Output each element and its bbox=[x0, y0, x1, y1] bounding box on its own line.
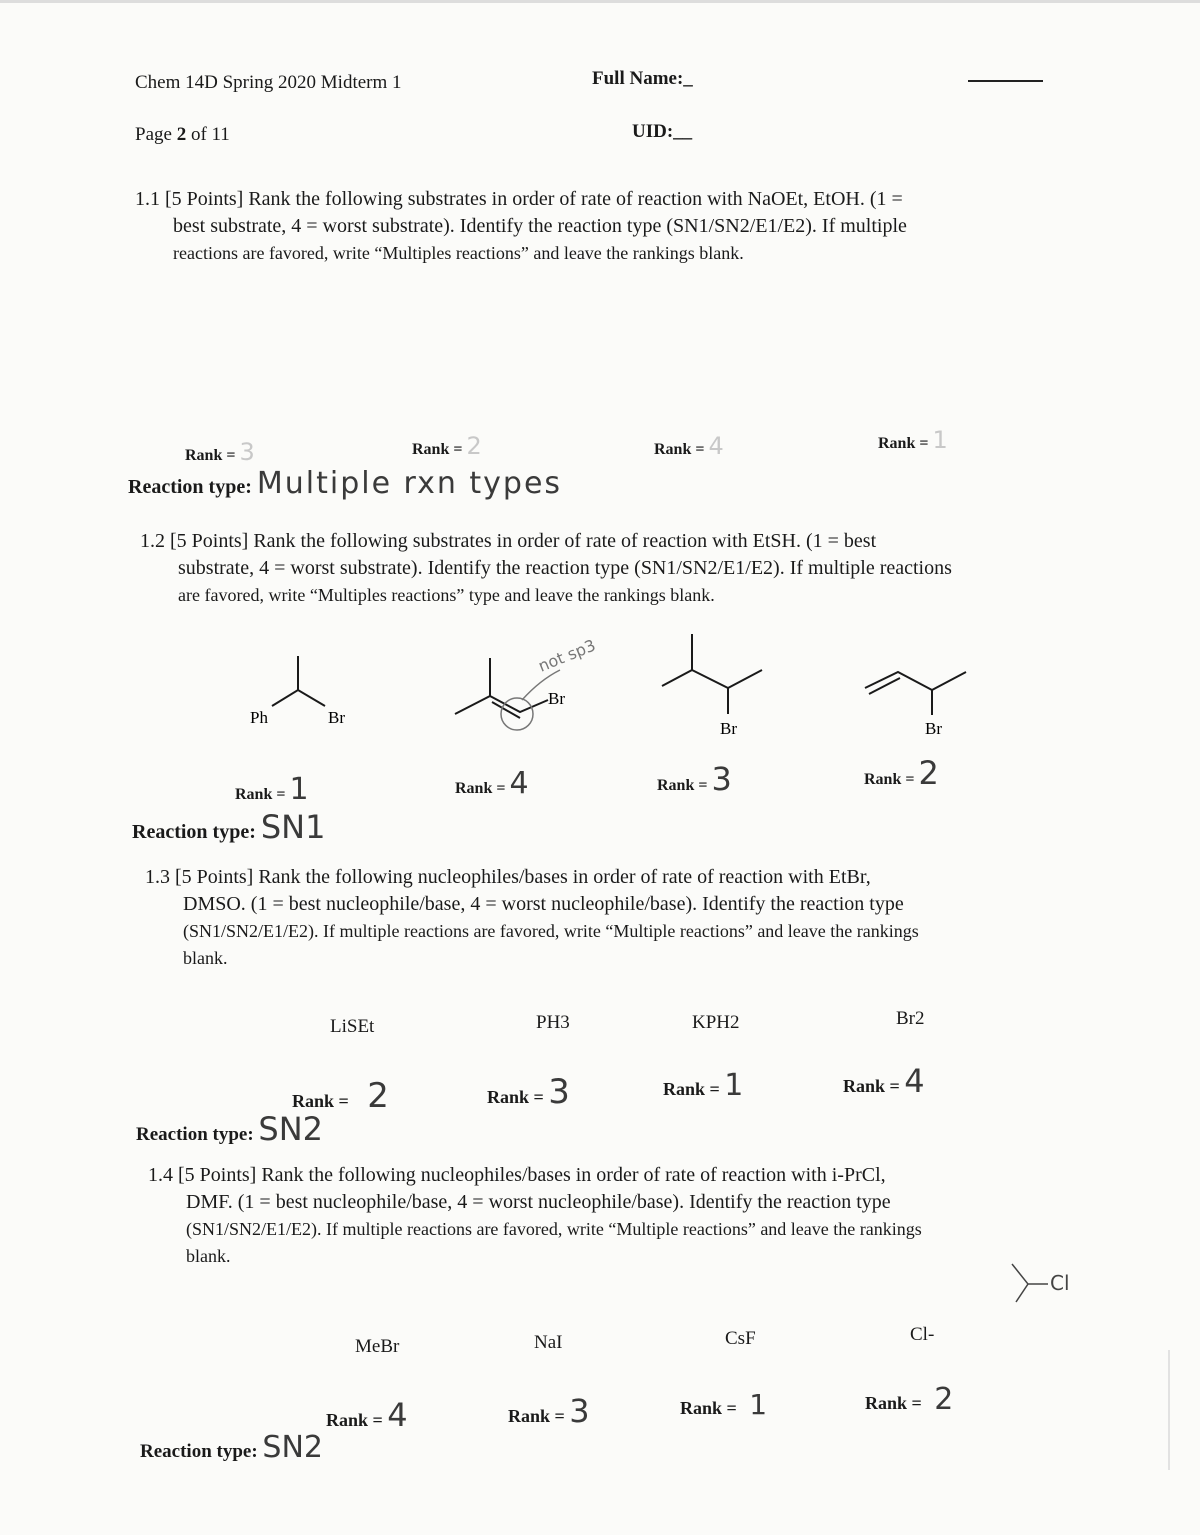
q2-annotation: not sp3 bbox=[535, 635, 599, 676]
scan-artifact-line bbox=[1168, 1350, 1170, 1470]
q1-line3: reactions are favored, write “Multiples reactions” and leave the rankings blank. bbox=[173, 243, 744, 263]
q2-structures bbox=[0, 620, 1200, 750]
page-label: Page bbox=[135, 124, 172, 145]
q4-line3: (SN1/SN2/E1/E2). If multiple reactions are favored, write “Multiple reactions” and leave the rankings bbox=[186, 1219, 922, 1239]
question-1-1 bbox=[135, 186, 1135, 267]
q4-line4: blank. bbox=[186, 1246, 231, 1266]
q4-rank-4 bbox=[865, 1382, 953, 1417]
q2-rank-label-4: Rank = bbox=[864, 771, 915, 788]
q4-reaction-answer: SN2 bbox=[262, 1430, 323, 1465]
q1-rank-1 bbox=[185, 438, 255, 466]
q1-rank-value-2: 2 bbox=[466, 432, 482, 460]
q2-line3: are favored, write “Multiples reactions” type and leave the rankings blank. bbox=[178, 585, 715, 605]
q4-reaction-label: Reaction type: bbox=[140, 1441, 258, 1462]
q2-mol2-bonds bbox=[455, 658, 548, 714]
q4-margin-sketch bbox=[1000, 1256, 1090, 1306]
q1-rank-value-1: 3 bbox=[239, 438, 255, 466]
q2-rank-label-1: Rank = bbox=[235, 786, 286, 803]
q3-reagent-2: PH3 bbox=[536, 1012, 570, 1033]
q3-rank-value-2: 3 bbox=[548, 1072, 570, 1112]
q1-rank-label-4: Rank = bbox=[878, 435, 929, 452]
q4-line1: [5 Points] Rank the following nucleophiles/bases in order of rate of reaction with i-PrCl, bbox=[178, 1164, 886, 1186]
course-title: Chem 14D Spring 2020 Midterm 1 bbox=[135, 72, 402, 93]
page-number bbox=[135, 124, 230, 146]
q2-rank-value-4: 2 bbox=[918, 754, 939, 792]
q3-rank-value-1: 2 bbox=[367, 1076, 389, 1116]
q1-rank-2 bbox=[412, 432, 482, 460]
q3-reaction-label: Reaction type: bbox=[136, 1124, 254, 1145]
q2-line2: substrate, 4 = worst substrate). Identify the reaction type (SN1/SN2/E1/E2). If multiple reactions bbox=[178, 557, 952, 579]
q2-atom-br-2: Br bbox=[548, 689, 565, 708]
q4-reagent-4: Cl- bbox=[910, 1324, 935, 1345]
q1-rank-4 bbox=[878, 426, 948, 454]
q4-rank-value-3: 1 bbox=[749, 1388, 768, 1421]
q1-rank-label-2: Rank = bbox=[412, 441, 463, 458]
q1-rank-label-1: Rank = bbox=[185, 447, 236, 464]
q4-sketch-label: Cl bbox=[1050, 1271, 1070, 1295]
q2-mol3-bonds bbox=[662, 634, 762, 714]
q3-line1: [5 Points] Rank the following nucleophiles/bases in order of rate of reaction with EtBr, bbox=[175, 866, 871, 888]
q4-reagent-1: MeBr bbox=[355, 1336, 400, 1357]
q2-mol1-bonds bbox=[272, 656, 325, 706]
q1-line2: best substrate, 4 = worst substrate). Identify the reaction type (SN1/SN2/E1/E2). If multiple bbox=[173, 215, 907, 237]
q3-line3: (SN1/SN2/E1/E2). If multiple reactions are favored, write “Multiple reactions” and leave the rankings bbox=[183, 921, 919, 941]
q1-reaction-label: Reaction type: bbox=[128, 476, 252, 498]
q3-rank-label-1: Rank = bbox=[292, 1091, 349, 1111]
q2-atom-ph: Ph bbox=[250, 708, 268, 727]
q3-rank-value-3: 1 bbox=[724, 1068, 744, 1103]
q2-rank-value-3: 3 bbox=[711, 760, 732, 798]
q3-reaction-type bbox=[136, 1110, 323, 1148]
scan-edge bbox=[0, 0, 1200, 3]
q2-rank-1 bbox=[235, 772, 309, 807]
q3-number: 1.3 bbox=[145, 866, 170, 888]
q2-reaction-type bbox=[132, 808, 325, 846]
q2-number: 1.2 bbox=[140, 530, 165, 552]
q4-rank-value-4: 2 bbox=[934, 1382, 954, 1417]
q2-rank-label-3: Rank = bbox=[657, 777, 708, 794]
q4-rank-value-2: 3 bbox=[569, 1392, 590, 1430]
q4-line2: DMF. (1 = best nucleophile/base, 4 = worst nucleophile/base). Identify the reaction type bbox=[186, 1191, 891, 1213]
q2-mol4-double bbox=[869, 678, 900, 694]
q3-line4: blank. bbox=[183, 948, 228, 968]
q4-reaction-type bbox=[140, 1430, 323, 1465]
q4-rank-label-1: Rank = bbox=[326, 1410, 383, 1430]
q1-rank-label-3: Rank = bbox=[654, 441, 705, 458]
q4-rank-label-2: Rank = bbox=[508, 1406, 565, 1426]
q4-reagent-3: CsF bbox=[725, 1328, 756, 1349]
q3-rank-3 bbox=[663, 1068, 743, 1103]
uid-label: UID:__ bbox=[632, 121, 693, 142]
q3-rank-4 bbox=[843, 1062, 925, 1100]
q1-structures bbox=[0, 280, 1200, 450]
q4-rank-2 bbox=[508, 1392, 590, 1430]
q4-rank-value-1: 4 bbox=[387, 1396, 408, 1434]
q1-line1: [5 Points] Rank the following substrates in order of rate of reaction with NaOEt, EtOH. (1 = bbox=[165, 188, 903, 210]
q1-reaction-type bbox=[128, 466, 562, 501]
q1-rank-3 bbox=[654, 432, 724, 460]
question-1-4 bbox=[148, 1162, 1158, 1270]
q1-rank-value-3: 4 bbox=[708, 432, 724, 460]
q4-rank-label-3: Rank = bbox=[680, 1398, 737, 1418]
q2-rank-2 bbox=[455, 766, 529, 801]
question-1-2 bbox=[140, 528, 1140, 609]
question-1-3 bbox=[145, 864, 1155, 972]
q4-number: 1.4 bbox=[148, 1164, 173, 1186]
q3-reaction-answer: SN2 bbox=[258, 1110, 324, 1148]
q3-rank-2 bbox=[487, 1072, 570, 1112]
name-blank-line bbox=[968, 80, 1043, 82]
page-current: 2 bbox=[176, 124, 187, 145]
q3-reagent-4: Br2 bbox=[896, 1008, 925, 1029]
q2-rank-value-1: 1 bbox=[289, 772, 309, 807]
q3-line2: DMSO. (1 = best nucleophile/base, 4 = worst nucleophile/base). Identify the reaction type bbox=[183, 893, 904, 915]
q1-reaction-answer: Multiple rxn types bbox=[256, 466, 563, 501]
q1-number: 1.1 bbox=[135, 188, 160, 210]
q2-reaction-answer: SN1 bbox=[260, 808, 326, 846]
q3-reagent-1: LiSEt bbox=[330, 1016, 375, 1037]
q2-rank-label-2: Rank = bbox=[455, 780, 506, 797]
q2-reaction-label: Reaction type: bbox=[132, 821, 256, 843]
q2-mol4-bonds bbox=[865, 672, 966, 715]
page-total: of 11 bbox=[190, 124, 230, 145]
full-name-label: Full Name:_ bbox=[592, 68, 693, 89]
q2-atom-br-4: Br bbox=[925, 719, 942, 738]
q2-atom-br-3: Br bbox=[720, 719, 737, 738]
q3-rank-label-2: Rank = bbox=[487, 1087, 544, 1107]
q2-mol2-circle bbox=[501, 698, 533, 730]
q1-rank-value-4: 1 bbox=[932, 426, 948, 454]
q3-rank-label-4: Rank = bbox=[843, 1076, 900, 1096]
q3-rank-value-4: 4 bbox=[904, 1062, 925, 1100]
q2-rank-value-2: 4 bbox=[509, 766, 529, 801]
q4-rank-1 bbox=[326, 1396, 408, 1434]
q3-reagent-3: KPH2 bbox=[692, 1012, 740, 1033]
q2-atom-br-1: Br bbox=[328, 708, 345, 727]
q3-rank-label-3: Rank = bbox=[663, 1079, 720, 1099]
q4-sketch-bonds bbox=[1012, 1264, 1048, 1302]
q4-rank-label-4: Rank = bbox=[865, 1393, 922, 1413]
q2-rank-3 bbox=[657, 760, 732, 798]
q2-line1: [5 Points] Rank the following substrates in order of rate of reaction with EtSH. (1 = best bbox=[170, 530, 877, 552]
q4-rank-3 bbox=[680, 1388, 767, 1421]
q2-rank-4 bbox=[864, 754, 939, 792]
q4-reagent-2: NaI bbox=[534, 1332, 563, 1353]
